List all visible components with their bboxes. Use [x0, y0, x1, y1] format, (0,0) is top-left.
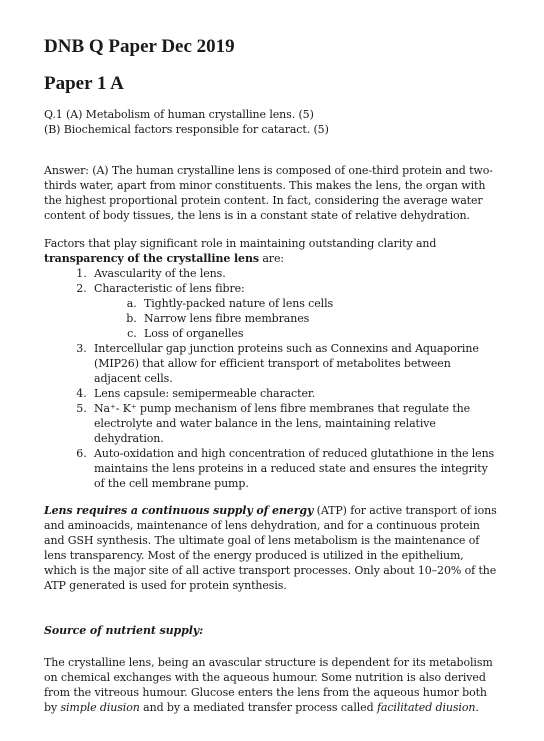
- factors-intro: [44, 236, 498, 266]
- list-item: 4. Lens capsule: semipermeable character.: [90, 386, 498, 401]
- crystalline-paragraph: [44, 655, 498, 715]
- source-heading-text: Source of nutrient supply:: [44, 624, 204, 637]
- factors-intro-text: Factors that play significant role in maintaining outstanding clarity and: [44, 237, 437, 250]
- sub-list: [94, 296, 498, 341]
- paper-heading: Paper 1 A: [44, 73, 124, 94]
- sub-list-item: c. Loss of organelles: [140, 326, 498, 341]
- list-item: 3. Intercellular gap junction proteins such as Connexins and Aquaporine (MIP26) that allow for efficient transport of metabolites between adjacent cells.: [90, 341, 498, 386]
- list-item: 1. Avascularity of the lens.: [90, 266, 498, 281]
- answer-paragraph: Answer: (A) The human crystalline lens is composed of one-third protein and two-thirds water, apart from minor constituents. This makes the lens, the organ with the highest proportional protein content. In fact, considering the average water content of body tissues, the lens is in a constant state of relative dehydration.: [44, 164, 493, 222]
- sub-list-item: a. Tightly-packed nature of lens cells: [140, 296, 498, 311]
- list-item: 5. Na⁺- K⁺ pump mechanism of lens fibre membranes that regulate the electrolyte and water balance in the lens, maintaining relative dehydration.: [90, 401, 498, 446]
- question-block: [44, 107, 498, 137]
- question-line-b: (B) Biochemical factors responsible for cataract. (5): [44, 123, 329, 136]
- energy-paragraph: [44, 503, 498, 593]
- list-item: [90, 281, 498, 341]
- question-line-a: Q.1 (A) Metabolism of human crystalline lens. (5): [44, 108, 314, 121]
- document-title: DNB Q Paper Dec 2019: [44, 36, 235, 57]
- factors-intro-bold: transparency of the crystalline lens: [44, 252, 259, 265]
- energy-text: (ATP) for active transport of ions and aminoacids, maintenance of lens dehydration, and for a continuous protein and GSH synthesis. The ultimate goal of lens metabolism is the maintenance of lens transparency. Most of the energy produced is utilized in the epithelium, which is the major site of all active transport processes. Only about 10–20% of the ATP generated is used for protein synthesis.: [44, 504, 497, 592]
- energy-lead: Lens requires a continuous supply of energy: [44, 504, 314, 517]
- sub-list-item: b. Narrow lens fibre membranes: [140, 311, 498, 326]
- list-item: 6. Auto-oxidation and high concentration of reduced glutathione in the lens maintains the lens proteins in a reduced state and ensures the integrity of the cell membrane pump.: [90, 446, 498, 491]
- factors-intro-suffix: are:: [258, 252, 284, 265]
- source-heading: [44, 623, 498, 638]
- crystalline-italic-2: facilitated diusion: [376, 701, 476, 714]
- crystalline-end: .: [475, 701, 479, 714]
- crystalline-text: The crystalline lens, being an avascular structure is dependent for its metabolism on chemical exchanges with the aqueous humour. Some nutrition is also derived from the vitreous humour. Glucose enters the lens from the aqueous humor both by: [44, 656, 493, 714]
- crystalline-middle: and by a mediated transfer process called: [139, 701, 377, 714]
- factors-list: [44, 266, 498, 491]
- list-item-text: Characteristic of lens fibre:: [94, 282, 245, 295]
- crystalline-italic-1: simple diusion: [60, 701, 140, 714]
